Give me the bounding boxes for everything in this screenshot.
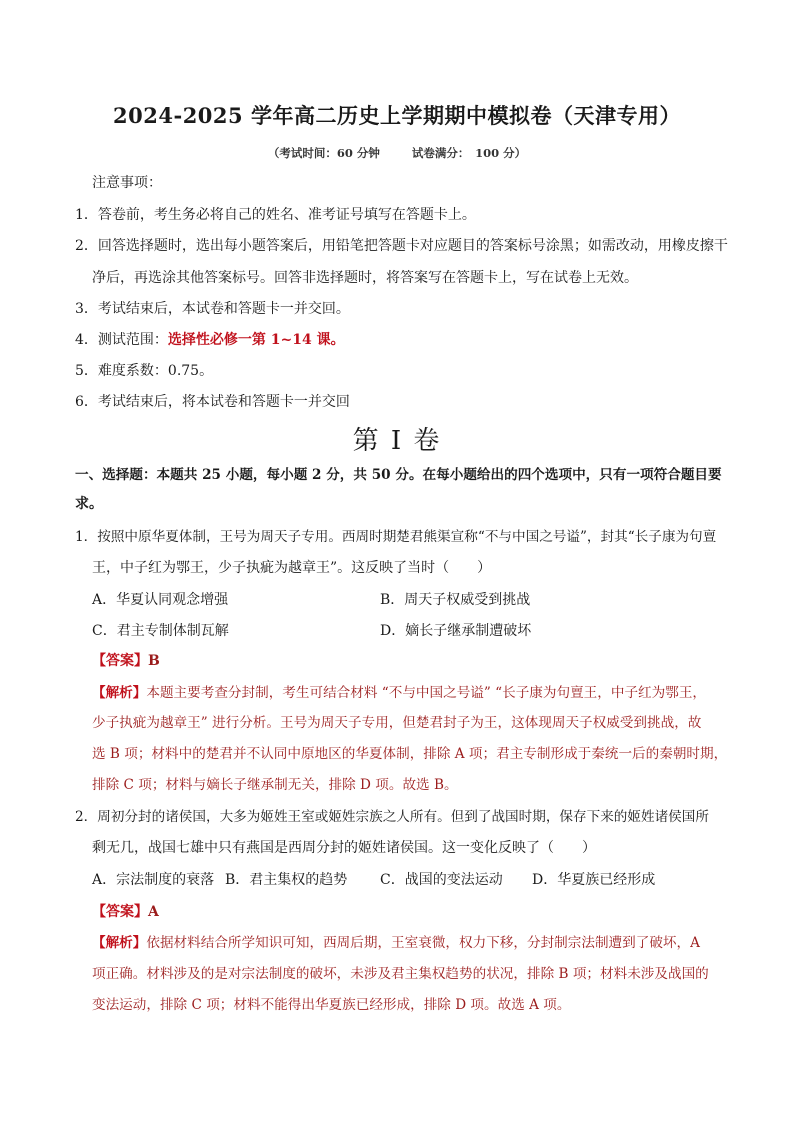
question-1-option-c: C．君主专制体制瓦解	[92, 623, 229, 639]
question-2-option-a: A．宗法制度的衰落	[92, 872, 215, 888]
notice-item-6: 6．考试结束后，将本试卷和答题卡一并交回	[75, 394, 350, 410]
full-score: 试卷满分： 100 分）	[411, 146, 527, 160]
analysis-label: 【解析】	[92, 685, 147, 701]
question-1-option-d: D．嫡长子继承制遭破坏	[380, 623, 532, 639]
question-2-option-d: D．华夏族已经形成	[532, 872, 656, 888]
question-1-analysis-line-3: 选 B 项；材料中的楚君并不认同中原地区的华夏体制，排除 A 项；君主专制形成于秦统一后的秦朝时期，	[92, 746, 728, 762]
question-2-stem: 2．周初分封的诸侯国，大多为姬姓王室或姬姓宗族之人所有。但到了战国时期，保存下来的姬姓诸侯国所	[75, 809, 709, 825]
notice-item-4-label: 4．测试范围：	[75, 332, 168, 348]
question-2-option-b: B．君主集权的趋势	[225, 872, 348, 888]
answer-label: 【答案】	[92, 904, 148, 920]
notice-item-2: 2．回答选择题时，选出每小题答案后，用铅笔把答题卡对应题目的答案标号涂黑；如需改动，用橡皮擦干	[75, 238, 728, 254]
question-2-option-c: C．战国的变法运动	[380, 872, 503, 888]
notice-item-2-cont: 净后，再选涂其他答案标号。回答非选择题时，将答案写在答题卡上，写在试卷上无效。	[92, 270, 638, 286]
question-1-analysis-line-2: 少子执疵为越章王” 进行分析。王号为周天子专用，但楚君封子为王，这体现周天子权威受到挑战，故	[92, 715, 702, 731]
question-2-analysis-line-3: 变法运动，排除 C 项；材料不能得出华夏族已经形成，排除 D 项。故选 A 项。	[92, 997, 571, 1013]
question-2-analysis-line-2: 项正确。材料涉及的是对宗法制度的破坏，未涉及君主集权趋势的状况，排除 B 项；材料未涉及战国的	[92, 966, 709, 982]
section-intro: 一、选择题：本题共 25 小题，每小题 2 分，共 50 分。在每小题给出的四个选项中，只有一项符合题目要	[75, 467, 722, 483]
analysis-label: 【解析】	[92, 935, 147, 951]
section-title: 第 I 卷	[352, 426, 442, 456]
notice-item-5: 5．难度系数：0.75。	[75, 363, 214, 379]
question-1-option-a: A．华夏认同观念增强	[92, 592, 229, 608]
analysis-line: 本题主要考查分封制，考生可结合材料 “不与中国之号谥” “长子康为句亶王，中子红为鄂王，	[146, 685, 707, 701]
exam-time: （考试时间：60 分钟	[267, 146, 380, 160]
question-2-answer	[92, 902, 159, 922]
section-intro-cont: 求。	[75, 496, 103, 512]
analysis-line: 依据材料结合所学知识可知，西周后期，王室衰微，权力下移，分封制宗法制遭到了破坏，A	[146, 935, 700, 951]
question-2-stem-cont: 剩无几，战国七雄中只有燕国是西周分封的姬姓诸侯国。这一变化反映了（ ）	[92, 840, 596, 856]
answer-label: 【答案】	[92, 653, 148, 669]
question-1-analysis-line-4: 排除 C 项；材料与嫡长子继承制无关，排除 D 项。故选 B。	[92, 777, 458, 793]
question-1-stem-cont: 王，中子红为鄂王，少子执疵为越章王”。这反映了当时（ ）	[92, 560, 492, 576]
answer-value: B	[148, 653, 160, 669]
question-1-option-b: B．周天子权威受到挑战	[380, 592, 531, 608]
question-1-analysis	[92, 683, 706, 703]
notice-heading: 注意事项：	[92, 175, 162, 191]
page-title: 2024-2025 学年高二历史上学期期中模拟卷（天津专用）	[113, 103, 681, 128]
test-scope: 选择性必修一第 1~14 课。	[167, 332, 345, 348]
question-1-answer	[92, 651, 160, 671]
notice-item-1: 1．答卷前，考生务必将自己的姓名、准考证号填写在答题卡上。	[75, 207, 476, 223]
question-2-analysis	[92, 933, 700, 953]
notice-item-3: 3．考试结束后，本试卷和答题卡一并交回。	[75, 301, 350, 317]
answer-value: A	[148, 904, 159, 920]
question-1-stem: 1．按照中原华夏体制，王号为周天子专用。西周时期楚君熊渠宣称“不与中国之号谥”，封其“长子康为句亶	[75, 529, 717, 545]
exam-info	[0, 145, 794, 161]
notice-item-4	[75, 330, 345, 350]
